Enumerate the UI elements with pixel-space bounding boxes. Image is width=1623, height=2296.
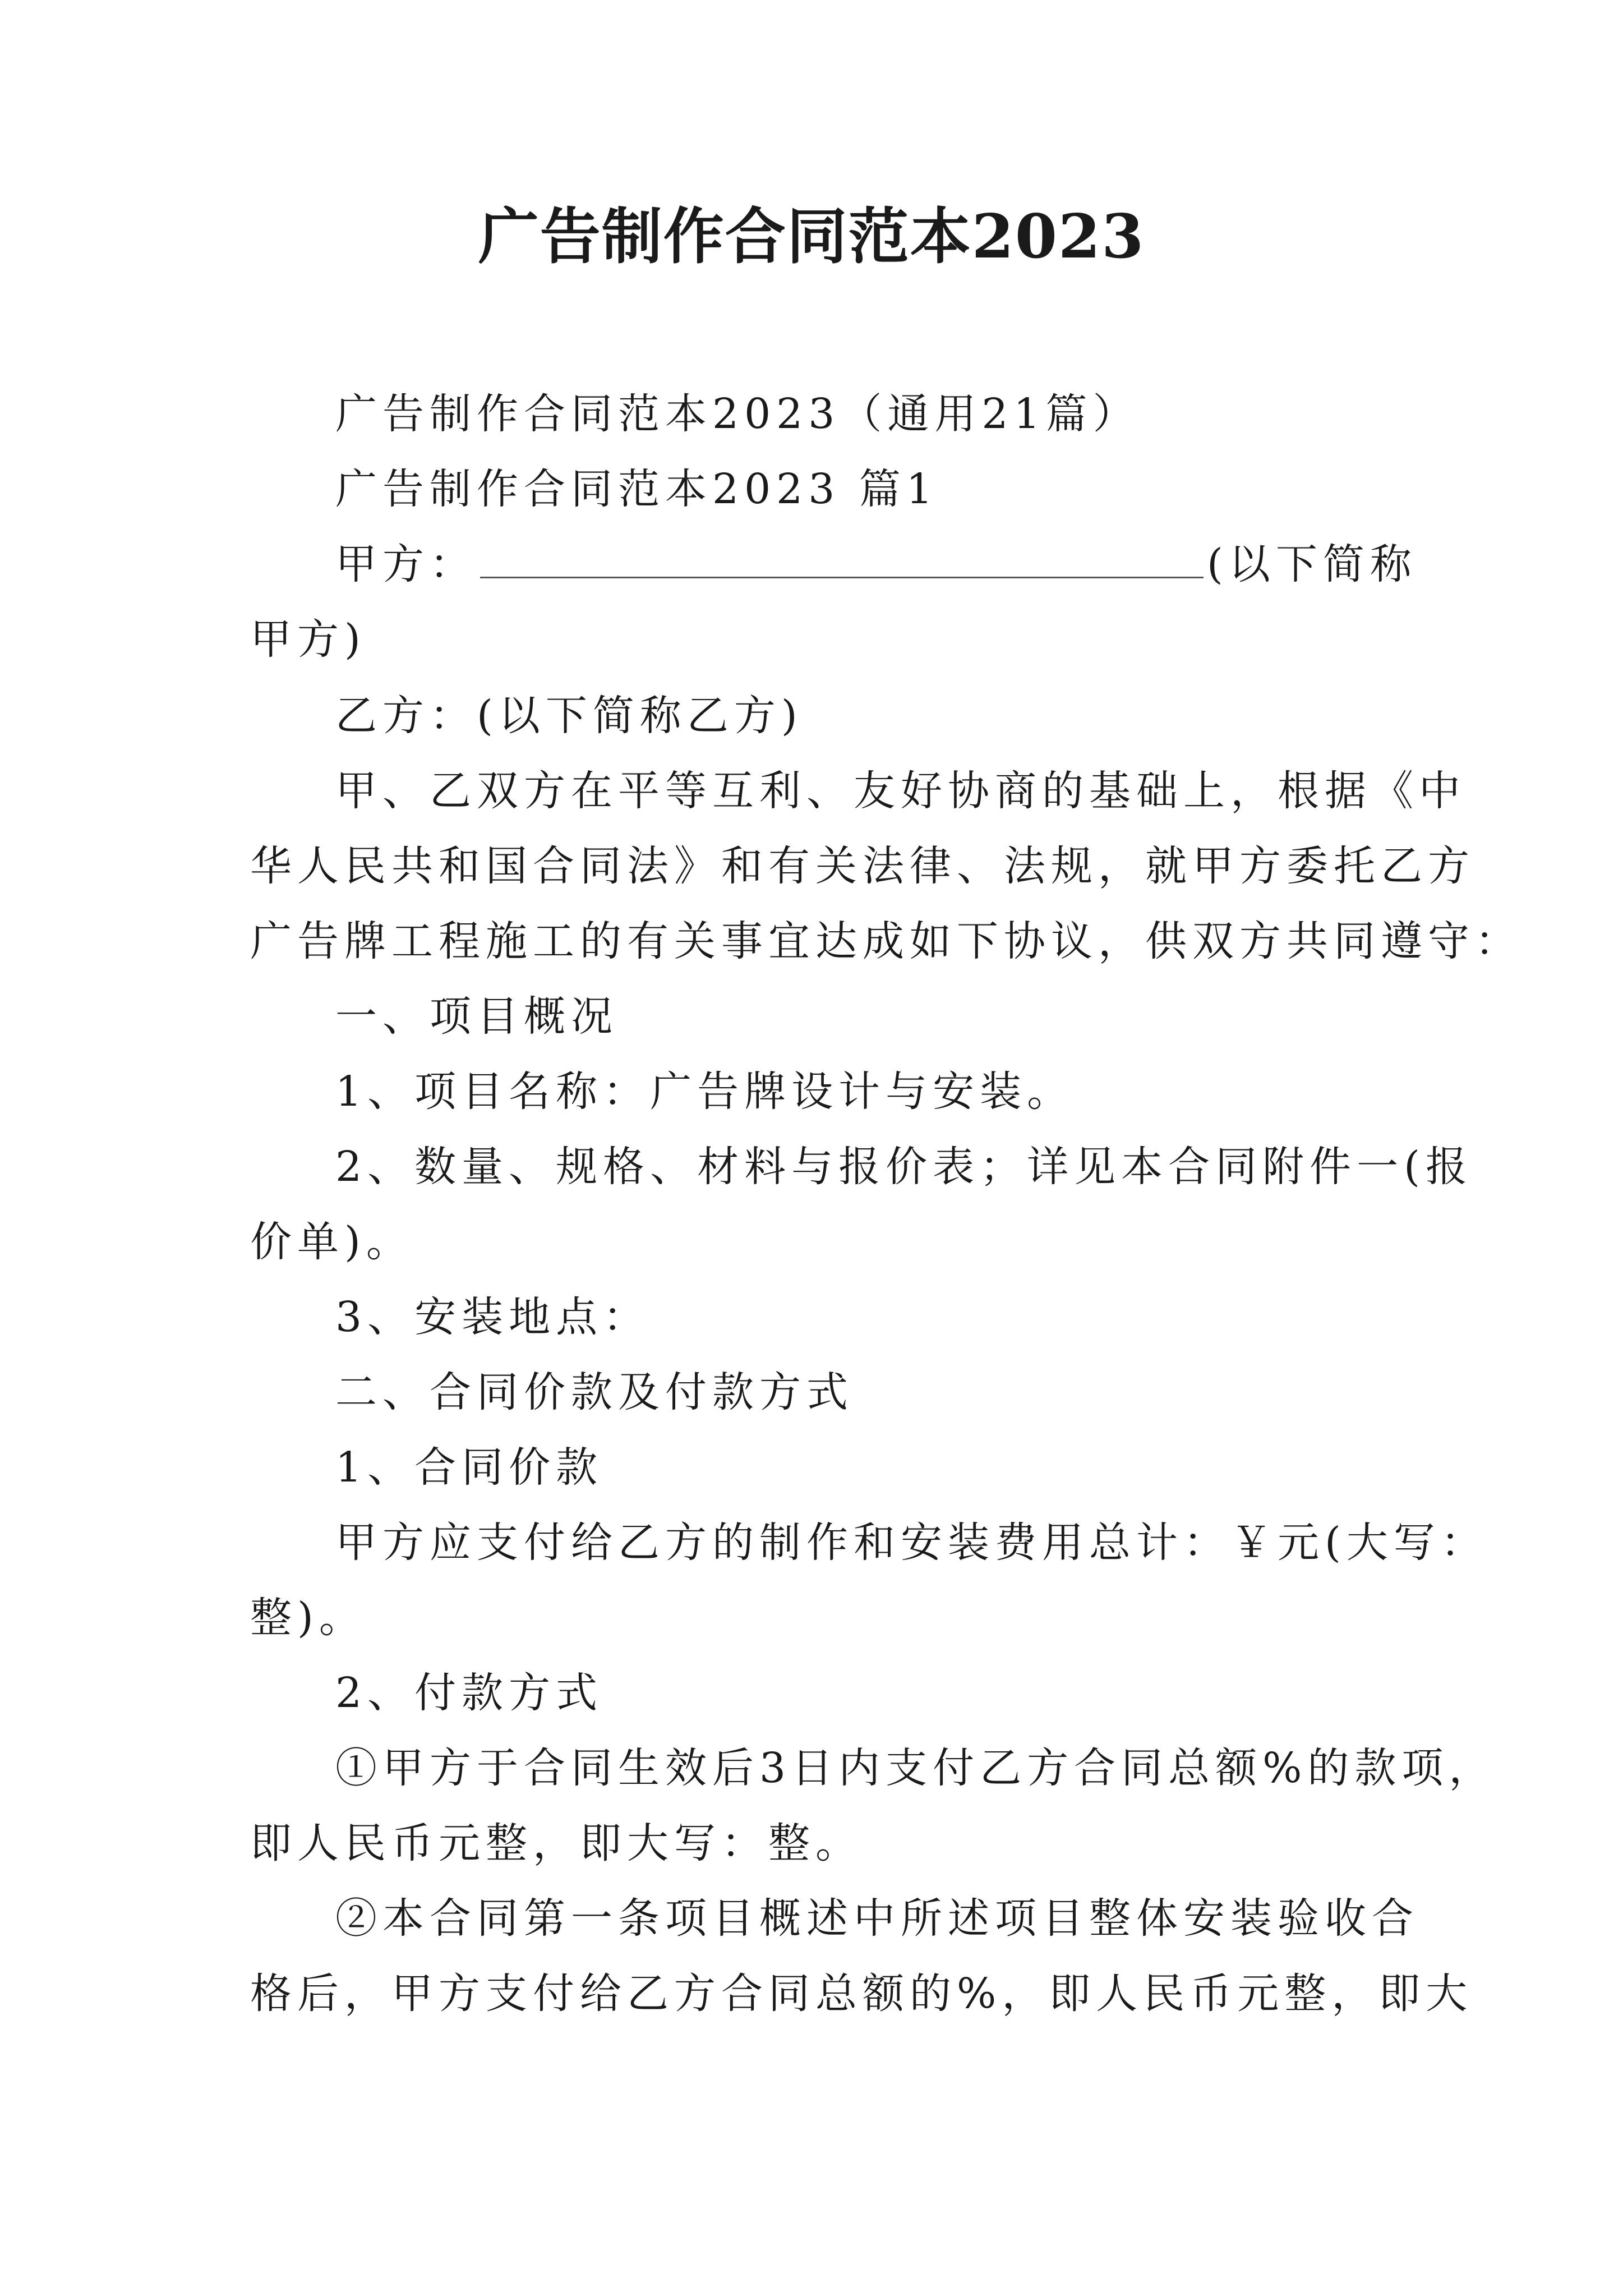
intro-line-1: 甲、乙双方在平等互利、友好协商的基础上，根据《中 bbox=[335, 767, 1466, 815]
part-heading: 广告制作合同范本2023 篇1 bbox=[335, 465, 938, 513]
party-b-line: 乙方：(以下简称乙方) bbox=[335, 692, 803, 740]
payment-1a: ①甲方于合同生效后3日内支付乙方合同总额%的款项， bbox=[335, 1744, 1496, 1792]
section-2-price-b: 整)。 bbox=[250, 1594, 366, 1642]
party-a-label: 甲方： bbox=[335, 540, 477, 588]
party-a-line bbox=[335, 536, 1417, 592]
payment-1b: 即人民币元整，即大写：整。 bbox=[250, 1819, 863, 1867]
section-1-item-3: 3、安装地点： bbox=[335, 1293, 651, 1341]
section-2-price-a: 甲方应支付给乙方的制作和安装费用总计：￥元(大写： bbox=[335, 1519, 1488, 1567]
payment-2a: ②本合同第一条项目概述中所述项目整体安装验收合 bbox=[335, 1894, 1419, 1943]
section-2-sub-2: 2、付款方式 bbox=[335, 1669, 603, 1717]
section-2-sub-1: 1、合同价款 bbox=[335, 1443, 603, 1492]
payment-2b: 格后，甲方支付给乙方合同总额的%，即人民币元整，即大 bbox=[250, 1970, 1473, 2018]
document-title: 广告制作合同范本2023 bbox=[478, 201, 1145, 272]
section-2-heading: 二、合同价款及付款方式 bbox=[335, 1368, 854, 1416]
intro-line-2: 华人民共和国合同法》和有关法律、法规，就甲方委托乙方 bbox=[250, 842, 1475, 890]
section-1-item-2b: 价单)。 bbox=[250, 1218, 413, 1266]
section-1-item-2a: 2、数量、规格、材料与报价表；详见本合同附件一(报 bbox=[335, 1143, 1473, 1191]
intro-line-3: 广告牌工程施工的有关事宜达成如下协议，供双方共同遵守： bbox=[250, 917, 1522, 965]
document-subtitle: 广告制作合同范本2023（通用21篇） bbox=[335, 390, 1140, 438]
section-1-item-1: 1、项目名称：广告牌设计与安装。 bbox=[335, 1068, 1075, 1116]
party-a-cont: 甲方) bbox=[250, 615, 366, 664]
party-a-blank bbox=[480, 537, 1204, 578]
section-1-heading: 一、项目概况 bbox=[335, 992, 618, 1041]
party-a-suffix: (以下简称 bbox=[1207, 540, 1417, 588]
